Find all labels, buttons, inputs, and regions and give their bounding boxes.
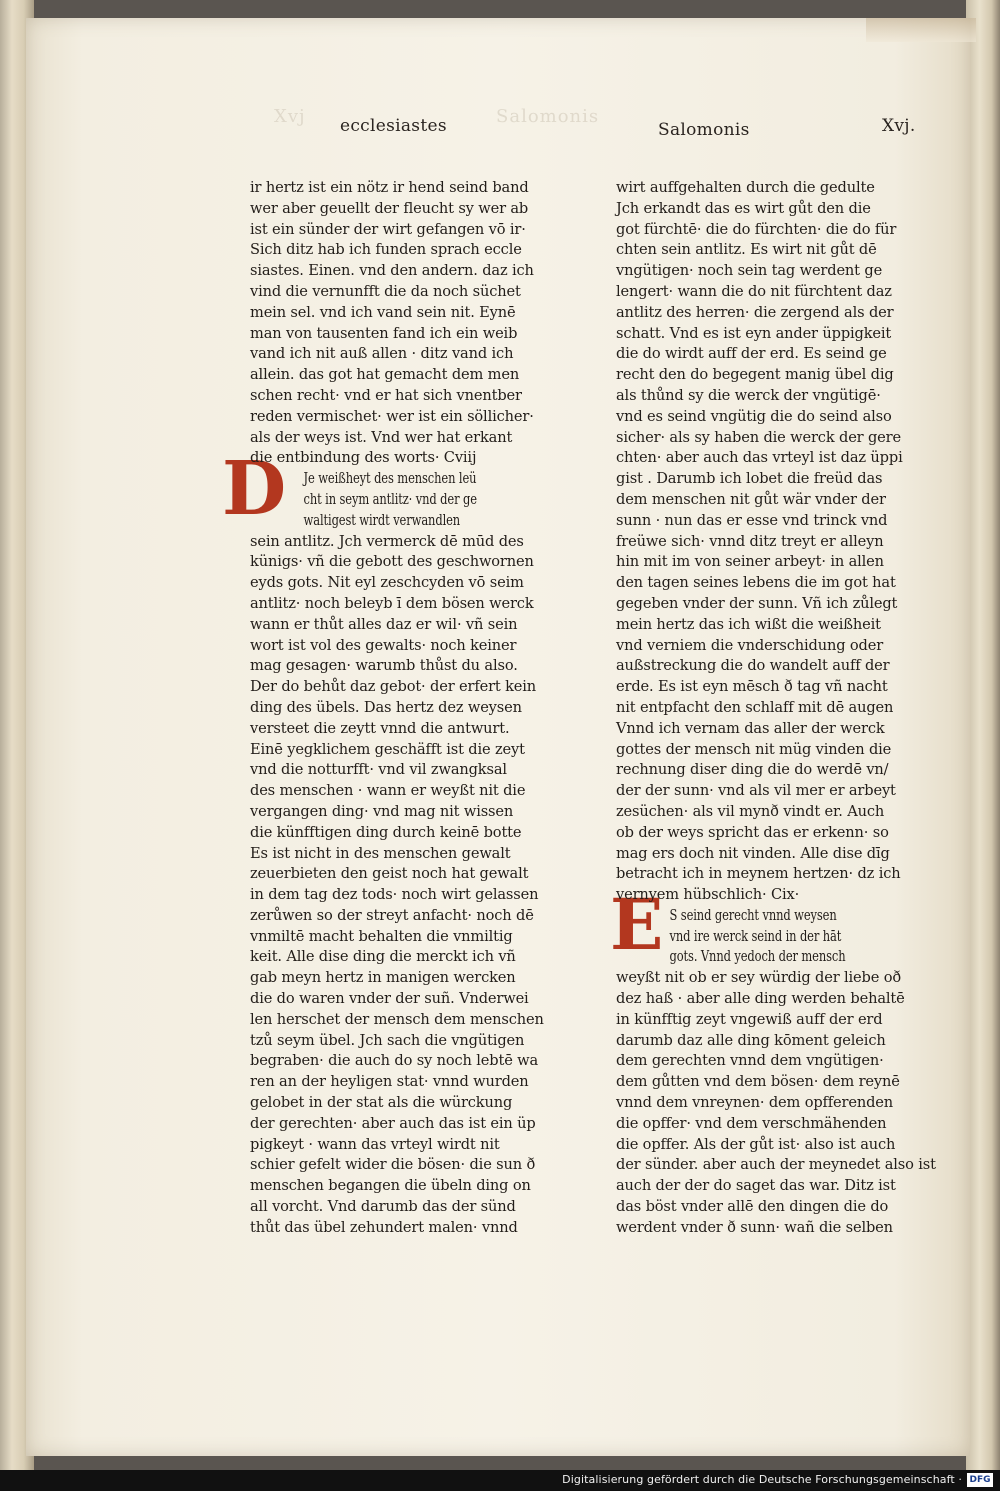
text-line: als der weys ist. Vnd wer hat erkant: [250, 428, 513, 446]
text-line: vand ich nit auß allen · ditz vand ich: [250, 345, 514, 363]
text-line: vnd es seind vngütig die do seind also: [616, 407, 892, 425]
running-head-right: Salomonis: [658, 120, 750, 140]
text-line: vnmiltē macht behalten die vnmiltig: [250, 927, 513, 945]
text-line: schier gefelt wider die bösen· die sun ð: [250, 1156, 536, 1174]
text-line: antlitz· noch beleyb ī dem bösen werck: [250, 594, 534, 612]
text-line: hin mit im von seiner arbeyt· in allen: [616, 553, 884, 571]
text-line: vnd verniem die vnderschidung oder: [616, 636, 884, 654]
text-line: den tagen seines lebens die im got hat: [616, 574, 896, 592]
text-line: vind die vernunfft die da noch süchet: [250, 282, 521, 300]
text-line: zeuerbieten den geist noch hat gewalt: [250, 865, 529, 883]
text-line: len herschet der mensch dem menschen: [250, 1010, 544, 1028]
text-line: wann er thůt alles daz er wil· vñ sein: [250, 615, 518, 633]
text-line: gegeben vnder der sunn. Vñ ich zůlegt: [616, 594, 898, 612]
text-line: nit entpfacht den schlaff mit dē augen: [616, 698, 894, 716]
text-line: vernyem hübschlich· Cix·: [616, 886, 800, 904]
text-line: die entbindung des worts· Cviij: [250, 449, 477, 467]
text-line: begraben· die auch do sy noch lebtē wa: [250, 1052, 539, 1070]
text-line: freüwe sich· vnnd ditz treyt er alleyn: [616, 532, 884, 550]
text-line: Vnnd ich vernam das aller der werck: [616, 719, 885, 737]
text-line: S seind gerecht vnnd weysen: [669, 906, 837, 924]
text-line: der sünder. aber auch der meynedet also ist: [616, 1156, 936, 1174]
text-line: weyßt nit ob er sey würdig der liebe oð: [616, 969, 901, 987]
text-line: mein hertz das ich wißt die weißheit: [616, 615, 881, 633]
text-line: vnnd dem vnreynen· dem opfferenden: [616, 1094, 894, 1112]
text-line: betracht ich in meynem hertzen· dz ich: [616, 865, 901, 883]
text-line: sein antlitz. Jch vermerck dē mūd des: [250, 532, 524, 550]
text-line: Je weißheyt des menschen leü: [303, 470, 477, 488]
text-line: darumb daz alle ding kōment geleich: [616, 1031, 886, 1049]
text-line: tzů seym übel. Jch sach die vngütigen: [250, 1031, 525, 1049]
text-line: ding des übels. Das hertz dez weysen: [250, 698, 522, 716]
text-line: die opffer. Als der gůt ist· also ist auch: [616, 1135, 896, 1153]
text-line: got fürchtē· die do fürchten· die do für: [616, 220, 897, 238]
text-line: der gerechten· aber auch das ist ein üp: [250, 1114, 536, 1132]
text-line: keit. Alle dise ding die merckt ich vñ: [250, 948, 516, 966]
text-line: erde. Es ist eyn mēsch ð tag vñ nacht: [616, 678, 888, 696]
text-line: versteet die zeytt vnnd die antwurt.: [250, 719, 510, 737]
text-line: mag ers doch nit vinden. Alle dise dīg: [616, 844, 890, 862]
text-line: ist ein sünder der wirt gefangen vō ir·: [250, 220, 526, 238]
text-line: eyds gots. Nit eyl zeschcyden vō seim: [250, 574, 524, 592]
footer-bar: [0, 1470, 1000, 1491]
text-line: des menschen · wann er weyßt nit die: [250, 782, 526, 800]
text-line: Der do behůt daz gebot· der erfert kein: [250, 678, 537, 696]
text-line: die do wirdt auff der erd. Es seind ge: [616, 345, 887, 363]
text-line: Sich ditz hab ich funden sprach eccle: [250, 241, 522, 259]
text-line: zesüchen· als vil mynð vindt er. Auch: [616, 802, 885, 820]
text-line: vnd die notturfft· vnd vil zwangksal: [250, 761, 507, 779]
left-text-column: [250, 178, 570, 1239]
text-line: schen recht· vnd er hat sich vnentber: [250, 386, 522, 404]
text-line: sunn · nun das er esse vnd trinck vnd: [616, 511, 888, 529]
text-line: das böst vnder allē den dingen die do: [616, 1198, 889, 1216]
page-stain: [866, 18, 976, 42]
text-line: in dem tag dez tods· noch wirt gelassen: [250, 886, 539, 904]
text-line: reden vermischet· wer ist ein söllicher·: [250, 407, 534, 425]
text-line: in künfftig zeyt vngewiß auff der erd: [616, 1010, 883, 1028]
text-line: gab meyn hertz in manigen wercken: [250, 969, 516, 987]
rubricated-initial-e: E: [610, 883, 664, 966]
running-head-left: ecclesiastes: [340, 116, 447, 136]
text-line: Einē yegklichem geschäfft ist die zeyt: [250, 740, 525, 758]
text-line: pigkeyt · wann das vrteyl wirdt nit: [250, 1135, 500, 1153]
text-line: die opffer· vnd dem verschmähenden: [616, 1114, 887, 1132]
text-line: ob der weys spricht das er erkenn· so: [616, 823, 889, 841]
text-line: künigs· vñ die gebott des geschwornen: [250, 553, 534, 571]
text-line: die künfftigen ding durch keinē botte: [250, 823, 522, 841]
text-line: ir hertz ist ein nötz ir hend seind band: [250, 179, 529, 196]
text-line: werdent vnder ð sunn· wañ die selben: [616, 1218, 893, 1236]
text-line: chten· aber auch das vrteyl ist daz üppi: [616, 449, 903, 467]
text-line: chten sein antlitz. Es wirt nit gůt dē: [616, 241, 877, 259]
text-line: man von tausenten fand ich ein weib: [250, 324, 518, 342]
text-line: auch der der do saget das war. Ditz ist: [616, 1177, 896, 1195]
text-line: thůt das übel zehundert malen· vnnd: [250, 1218, 518, 1236]
funding-notice: Digitalisierung gefördert durch die Deutsche Forschungsgemeinschaft ·: [562, 1473, 962, 1486]
text-line: ren an der heyligen stat· vnnd wurden: [250, 1073, 529, 1091]
rubricated-initial-d: D: [222, 446, 287, 532]
text-line: menschen begangen die übeln ding on: [250, 1177, 531, 1195]
text-line: gottes der mensch nit müg vinden die: [616, 740, 892, 758]
book-page: [26, 18, 970, 1456]
text-line: vnd ire werck seind in der hāt: [669, 927, 842, 945]
text-line: sicher· als sy haben die werck der gere: [616, 428, 901, 446]
show-through-header: Salomonis: [496, 106, 600, 127]
text-line: vergangen ding· vnd mag nit wissen: [250, 802, 514, 820]
text-line: schatt. Vnd es ist eyn ander üppigkeit: [616, 324, 892, 342]
text-line: dem menschen nit gůt wär vnder der: [616, 490, 886, 508]
text-line: wort ist vol des gewalts· noch keiner: [250, 636, 517, 654]
text-line: dem gerechten vnnd dem vngütigen·: [616, 1052, 884, 1070]
text-line: lengert· wann die do nit fürchtent daz: [616, 282, 892, 300]
right-text-column: [616, 178, 936, 1239]
text-line: als thůnd sy die werck der vngütigē·: [616, 386, 881, 404]
text-line: gist . Darumb ich lobet die freüd das: [616, 470, 883, 488]
text-line: Es ist nicht in des menschen gewalt: [250, 844, 511, 862]
text-line: Jch erkandt das es wirt gůt den die: [616, 199, 871, 217]
text-line: cht in seym antlitz· vnd der ge: [303, 490, 477, 508]
text-line: mag gesagen· warumb thůst du also.: [250, 657, 518, 675]
text-line: rechnung diser ding die do werdē vn/: [616, 761, 889, 779]
text-line: wer aber geuellt der fleucht sy wer ab: [250, 199, 529, 217]
text-line: siastes. Einen. vnd den andern. daz ich: [250, 262, 534, 280]
text-line: die do waren vnder der suñ. Vnderwei: [250, 990, 529, 1008]
text-line: gelobet in der stat als die würckung: [250, 1094, 513, 1112]
text-line: waltigest wirdt verwandlen: [303, 511, 461, 529]
text-line: mein sel. vnd ich vand sein nit. Eynē: [250, 303, 516, 321]
folio-number: Xvj.: [882, 116, 916, 136]
right-page-edges: [966, 0, 1000, 1470]
text-line: antlitz des herren· die zergend als der: [616, 303, 894, 321]
show-through-folio: Xvj: [274, 106, 306, 127]
text-line: gots. Vnnd yedoch der mensch: [669, 948, 846, 966]
text-line: zerůwen so der streyt anfacht· noch dē: [250, 906, 534, 924]
text-line: außstreckung die do wandelt auff der: [616, 657, 890, 675]
text-line: dem gůtten vnd dem bösen· dem reynē: [616, 1073, 900, 1091]
text-line: wirt auffgehalten durch die gedulte: [616, 179, 875, 196]
text-line: recht den do begegent manig übel dig: [616, 366, 894, 384]
text-line: allein. das got hat gemacht dem men: [250, 366, 520, 384]
text-line: dez haß · aber alle ding werden behaltē: [616, 990, 905, 1008]
text-line: all vorcht. Vnd darumb das der sünd: [250, 1198, 516, 1216]
text-line: vngütigen· noch sein tag werdent ge: [616, 262, 883, 280]
dfg-logo: DFG: [967, 1473, 993, 1487]
text-line: der der sunn· vnd als vil mer er arbeyt: [616, 782, 896, 800]
